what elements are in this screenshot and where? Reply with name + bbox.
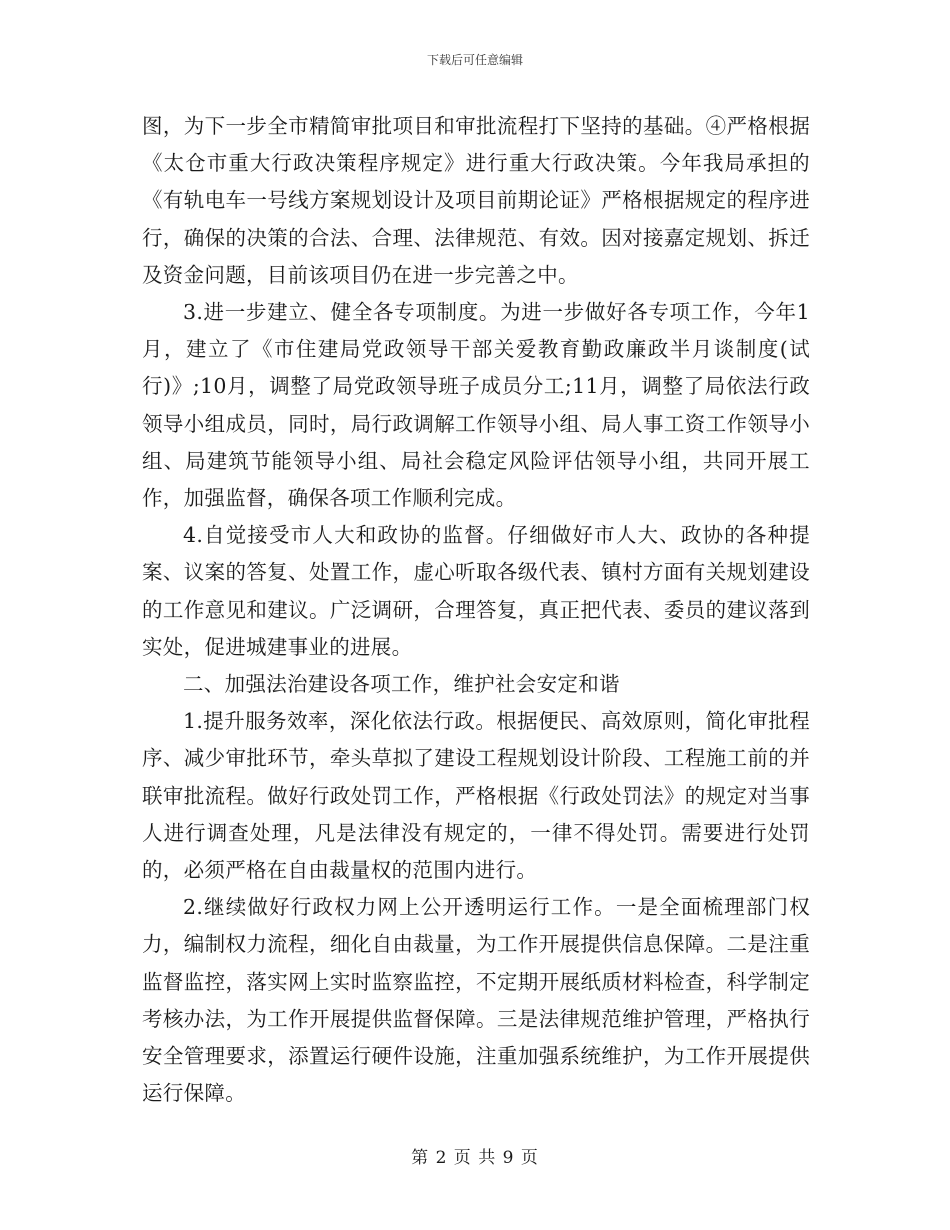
paragraph-continued: 图，为下一步全市精简审批项目和审批流程打下坚持的基础。④严格根据《太仓市重大行政决策程序规定》进行重大行政决策。今年我局承担的《有轨电车一号线方案规划设计及项目前期论证》严格根据规定的程序进行，确保的决策的合法、合理、法律规范、有效。因对接嘉定规划、拆迁及资金问题，目前该项目仍在进一步完善之中。 [142, 114, 810, 287]
paragraph-item-3: 3.进一步建立、健全各专项制度。为进一步做好各专项工作，今年1月，建立了《市住建局党政领导干部关爱教育勤政廉政半月谈制度(试行)》;10月，调整了局党政领导班子成员分工;11月，调整了局依法行政领导小组成员，同时，局行政调解工作领导小组、局人事工资工作领导小组、局建筑节能领导小组、局社会稳定风险评估领导小组，共同开展工作，加强监督，确保各项工作顺利完成。 [142, 300, 810, 511]
paragraph-item-4: 4.自觉接受市人大和政协的监督。仔细做好市人大、政协的各种提案、议案的答复、处置工作，虚心听取各级代表、镇村方面有关规划建设的工作意见和建议。广泛调研，合理答复，真正把代表、委员的建议落到实处，促进城建事业的进展。 [142, 523, 810, 659]
section-heading-2: 二、加强法治建设各项工作，维护社会安定和谐 [183, 672, 620, 697]
page-header-note: 下载后可任意编辑 [426, 53, 523, 67]
paragraph-section2-item-2: 2.继续做好行政权力网上公开透明运行工作。一是全面梳理部门权力，编制权力流程，细化自由裁量，为工作开展提供信息保障。二是注重监督监控，落实网上实时监察监控，不定期开展纸质材料检查，科学制定考核办法，为工作开展提供监督保障。三是法律规范维护管理，严格执行安全管理要求，添置运行硬件设施，注重加强系统维护，为工作开展提供运行保障。 [142, 895, 810, 1106]
paragraph-section2-item-1: 1.提升服务效率，深化依法行政。根据便民、高效原则，简化审批程序、减少审批环节，牵头草拟了建设工程规划设计阶段、工程施工前的并联审批流程。做好行政处罚工作，严格根据《行政处罚法》的规定对当事人进行调查处理，凡是法律没有规定的，一律不得处罚。需要进行处罚的，必须严格在自由裁量权的范围内进行。 [142, 709, 810, 883]
document-body [142, 108, 810, 1112]
page-number-footer: 第 2 页 共 9 页 [411, 1148, 539, 1168]
